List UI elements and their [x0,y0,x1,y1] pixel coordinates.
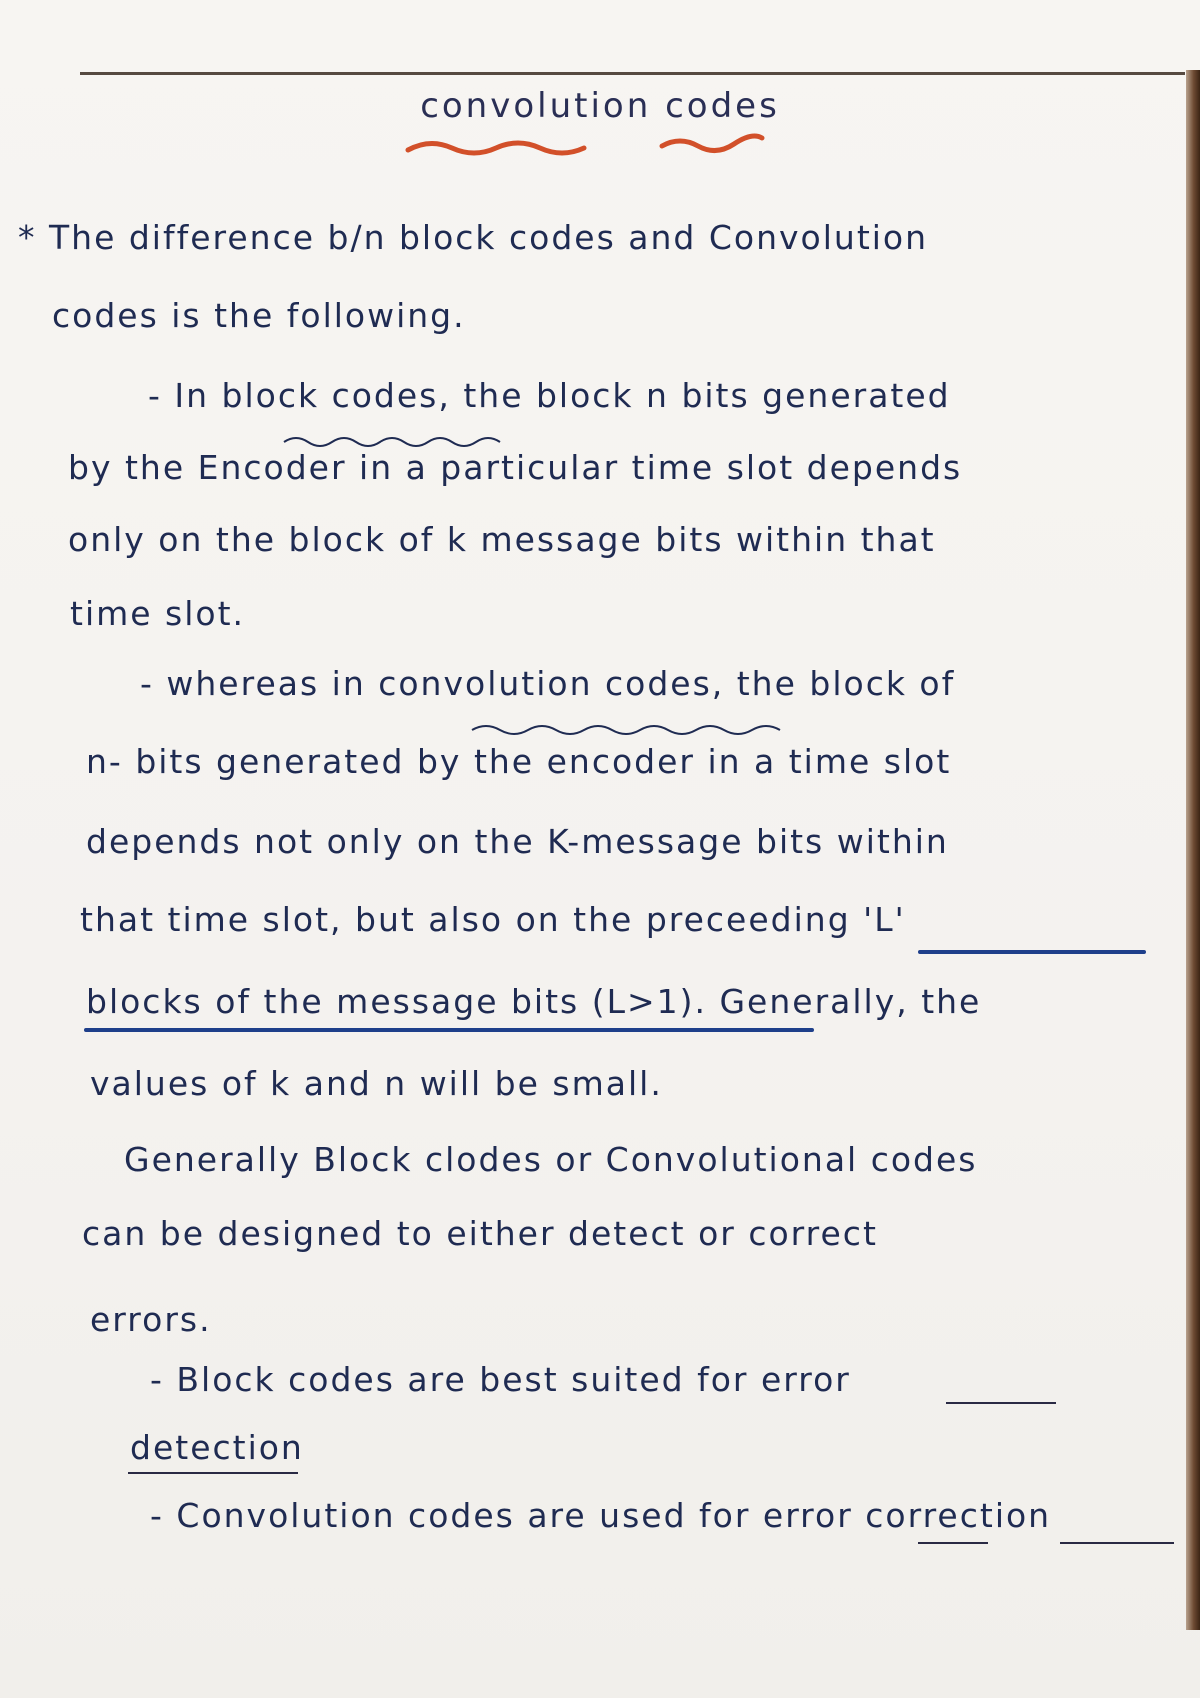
page-title: convolution codes [420,86,780,126]
note-line-10: that time slot, but also on the preceeding 'L' [80,900,906,939]
note-line-14: can be designed to either detect or correct [82,1214,878,1253]
error-correction-underline-1 [918,1542,988,1544]
note-line-3: - In block codes, the block n bits generated [148,376,951,415]
error-underline [946,1402,1056,1404]
detection-underline [128,1472,298,1474]
note-line-17: detection [130,1428,304,1467]
note-line-12: values of k and n will be small. [90,1064,663,1103]
note-line-15: errors. [90,1300,212,1339]
note-line-7: - whereas in convolution codes, the block of [140,664,956,703]
convolution-codes-underline [470,720,790,740]
note-line-2: codes is the following. [52,296,466,335]
title-underline [400,128,770,158]
note-line-13: Generally Block clodes or Convolutional codes [124,1140,978,1179]
note-line-1: * The difference b/n block codes and Convolution [18,218,929,257]
note-line-16: - Block codes are best suited for error [150,1360,851,1399]
page-top-rule [80,72,1185,75]
note-line-4: by the Encoder in a particular time slot depends [68,448,963,487]
note-line-6: time slot. [70,594,246,633]
note-line-8: n- bits generated by the encoder in a time slot [86,742,952,781]
note-line-9: depends not only on the K-message bits within [86,822,949,861]
preceeding-underline [918,950,1146,954]
error-correction-underline-2 [1060,1542,1174,1544]
note-line-11: blocks of the message bits (L>1). Generally, the [86,982,982,1021]
blocks-message-bits-underline [84,1028,814,1032]
note-line-18: - Convolution codes are used for error correction [150,1496,1052,1535]
note-line-5: only on the block of k message bits within that [68,520,936,559]
